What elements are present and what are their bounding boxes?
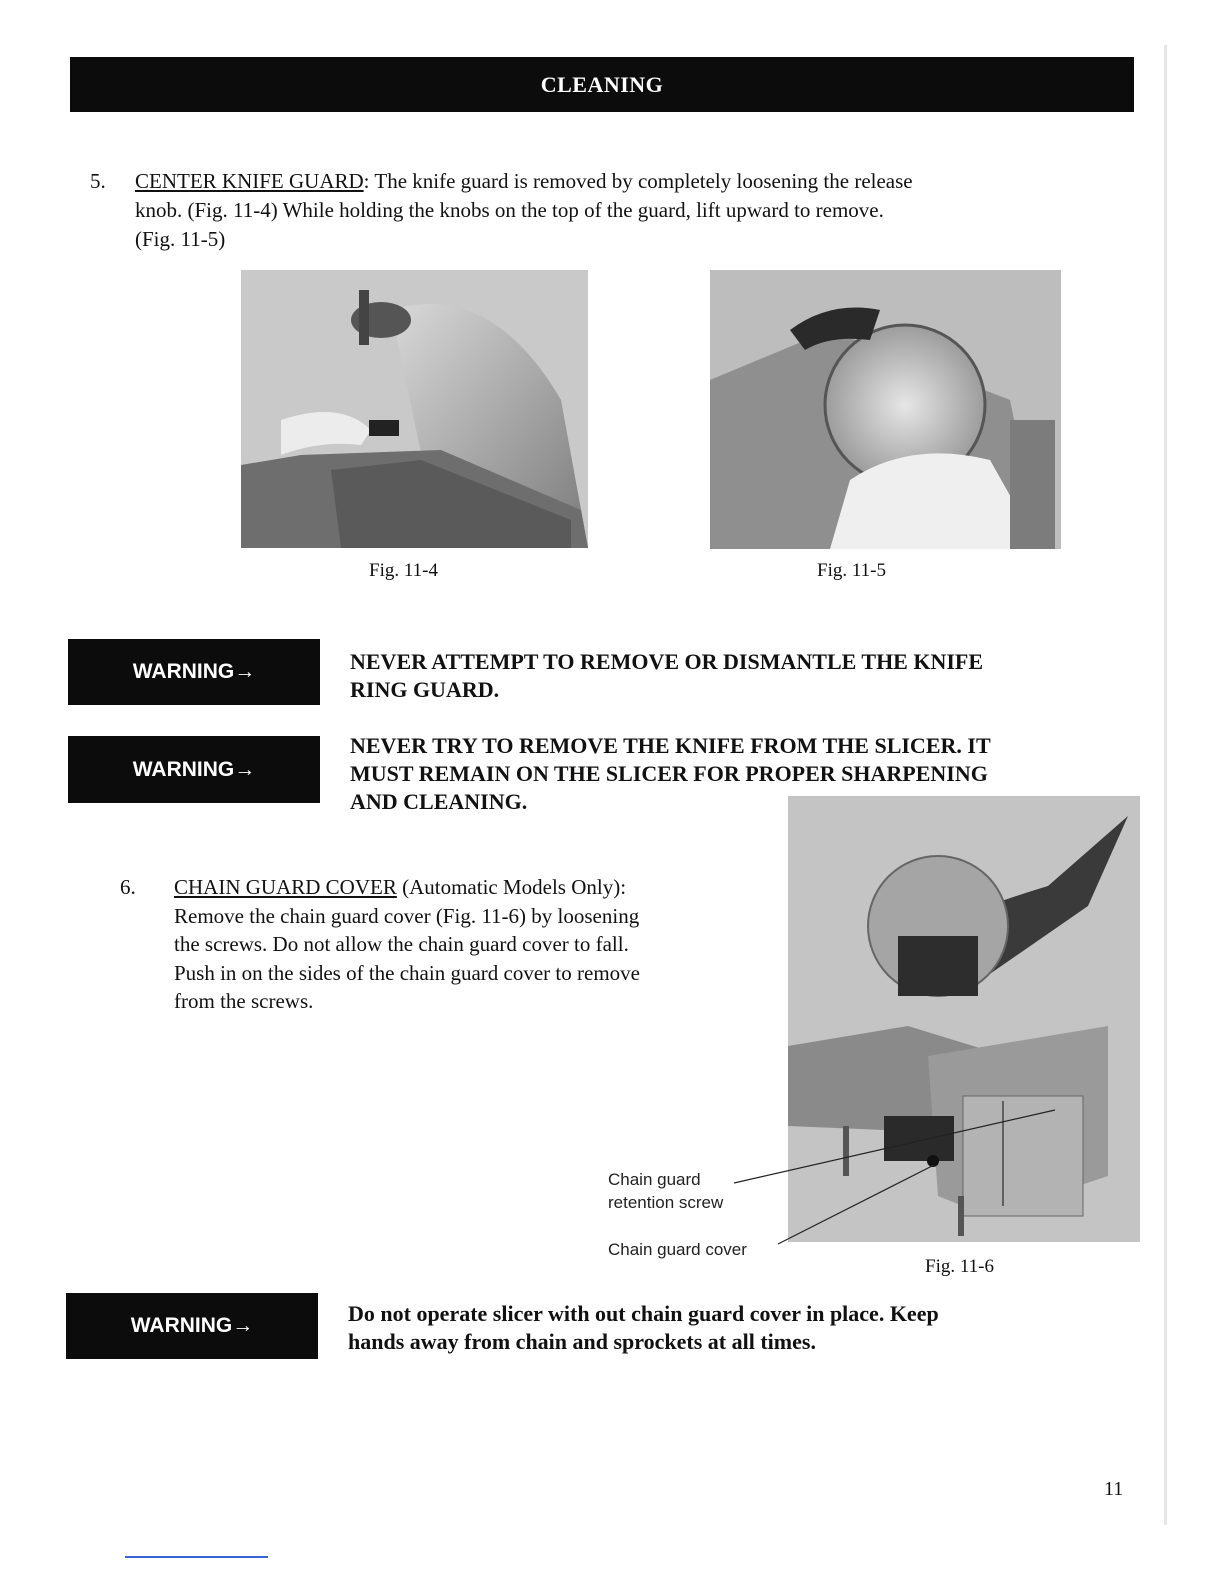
fig-11-5-photo <box>710 270 1061 549</box>
step-6-line4: Push in on the sides of the chain guard cover to remove <box>174 961 640 985</box>
fig-11-4-photo <box>241 270 588 548</box>
footer-link-underline <box>125 1556 268 1558</box>
fig-11-5-caption: Fig. 11-5 <box>817 560 886 581</box>
step-6-line1: (Automatic Models Only): <box>396 875 627 899</box>
warning-text-2-line3: AND CLEANING. <box>350 789 528 814</box>
step-6-number: 6. <box>120 875 136 899</box>
page-edge-rule <box>1164 45 1167 1525</box>
callout-chain-guard-cover: Chain guard cover <box>608 1240 747 1259</box>
warning-text-3-line1: Do not operate slicer with out chain guard cover in place. Keep <box>348 1301 939 1326</box>
section-header <box>70 57 1134 112</box>
warning-badge-2-label: WARNING→ <box>132 757 256 781</box>
fig-11-6-caption: Fig. 11-6 <box>925 1256 994 1277</box>
step-6-line5: from the screws. <box>174 989 314 1013</box>
warning-text-3-line2: hands away from chain and sprockets at all times. <box>348 1329 816 1354</box>
warning-badge-2 <box>68 736 320 803</box>
page-number: 11 <box>1104 1478 1124 1500</box>
warning-text-1 <box>350 648 983 704</box>
warning-badge-1 <box>68 639 320 705</box>
step-5-line3: (Fig. 11-5) <box>135 227 226 251</box>
step-6 <box>120 873 790 1023</box>
warning-badge-1-label: WARNING→ <box>132 660 256 683</box>
callout-retention-screw <box>608 1168 723 1214</box>
callout-leader-lines <box>700 1105 1060 1255</box>
step-5-heading: CENTER KNIFE GUARD <box>135 169 364 193</box>
step-5 <box>90 167 1150 257</box>
callout-retention-line2: retention screw <box>608 1193 724 1212</box>
warning-text-3 <box>348 1300 939 1356</box>
warning-text-1-line2: RING GUARD. <box>350 677 500 702</box>
section-title: CLEANING <box>540 71 664 97</box>
warning-text-2-line1: NEVER TRY TO REMOVE THE KNIFE FROM THE SLICER. IT <box>350 733 991 758</box>
callout-retention-line1: Chain guard <box>608 1170 701 1189</box>
warning-badge-3 <box>66 1293 318 1359</box>
step-5-number: 5. <box>90 169 106 193</box>
step-5-line1: : The knife guard is removed by completely loosening the release <box>363 169 913 193</box>
step-6-heading: CHAIN GUARD COVER <box>174 875 397 899</box>
fig-11-4-caption: Fig. 11-4 <box>369 560 438 581</box>
step-6-line2: Remove the chain guard cover (Fig. 11-6) by loosening <box>174 904 640 928</box>
step-5-line2: knob. (Fig. 11-4) While holding the knobs on the top of the guard, lift upward to remove. <box>135 198 884 222</box>
warning-text-2-line2: MUST REMAIN ON THE SLICER FOR PROPER SHARPENING <box>350 761 988 786</box>
warning-text-1-line1: NEVER ATTEMPT TO REMOVE OR DISMANTLE THE KNIFE <box>350 649 984 674</box>
warning-badge-3-label: WARNING→ <box>130 1314 254 1337</box>
step-6-line3: the screws. Do not allow the chain guard cover to fall. <box>174 932 629 956</box>
